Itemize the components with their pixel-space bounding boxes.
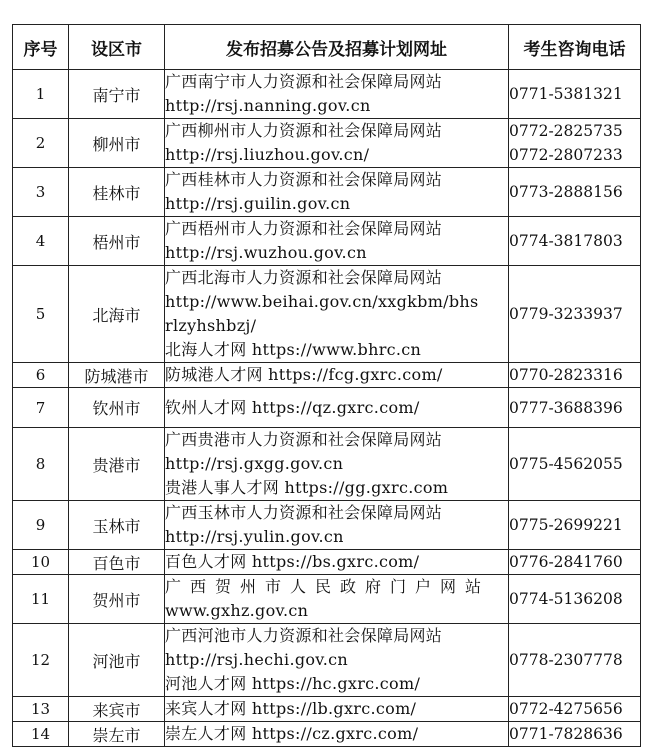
website-cell <box>165 168 509 217</box>
table-row <box>13 119 641 168</box>
header-no: 序号 <box>13 25 69 70</box>
city-name: 梧州市 <box>69 217 165 266</box>
header-row <box>13 25 641 70</box>
table-row <box>13 428 641 501</box>
phone-cell <box>509 168 641 217</box>
table-row <box>13 363 641 388</box>
table-row <box>13 168 641 217</box>
website-name: 广西柳州市人力资源和社会保障局网站 <box>165 121 443 140</box>
website-name[interactable]: 防城港人才网 https://fcg.gxrc.com/ <box>165 365 443 384</box>
website-cell <box>165 70 509 119</box>
city-name: 桂林市 <box>69 168 165 217</box>
website-name[interactable]: 钦州人才网 https://qz.gxrc.com/ <box>165 397 420 417</box>
header-phone: 考生咨询电话 <box>509 25 641 70</box>
city-name: 贺州市 <box>69 575 165 624</box>
row-number: 12 <box>13 624 69 697</box>
website-name: 广西梧州市人力资源和社会保障局网站 <box>165 219 443 238</box>
row-number: 7 <box>13 388 69 428</box>
phone-cell <box>509 119 641 168</box>
phone-number: 0772-2825735 <box>509 122 623 140</box>
header-website: 发布招募公告及招募计划网址 <box>165 25 509 70</box>
website-cell <box>165 363 509 388</box>
city-name: 钦州市 <box>69 388 165 428</box>
phone-number: 0773-2888156 <box>509 183 623 201</box>
website-line[interactable]: http://rsj.nanning.gov.cn <box>165 96 371 115</box>
website-cell <box>165 266 509 363</box>
website-line[interactable]: http://rsj.guilin.gov.cn <box>165 194 351 213</box>
website-name[interactable]: 来宾人才网 https://lb.gxrc.com/ <box>165 699 417 718</box>
phone-number: 0779-3233937 <box>509 305 623 323</box>
city-name: 河池市 <box>69 624 165 697</box>
phone-number: 0771-7828636 <box>509 725 623 743</box>
city-name: 来宾市 <box>69 697 165 722</box>
phone-number: 0771-5381321 <box>509 85 623 103</box>
website-line[interactable]: http://rsj.wuzhou.gov.cn <box>165 243 367 262</box>
table-row <box>13 388 641 428</box>
city-name: 百色市 <box>69 550 165 575</box>
row-number: 3 <box>13 168 69 217</box>
website-cell <box>165 119 509 168</box>
row-number: 14 <box>13 722 69 747</box>
city-name: 崇左市 <box>69 722 165 747</box>
phone-cell <box>509 501 641 550</box>
phone-cell <box>509 388 641 428</box>
phone-number: 0770-2823316 <box>509 366 623 384</box>
website-line[interactable]: www.gxhz.gov.cn <box>165 601 309 620</box>
website-cell <box>165 388 509 428</box>
website-cell <box>165 722 509 747</box>
row-number: 2 <box>13 119 69 168</box>
phone-cell <box>509 266 641 363</box>
table-row <box>13 266 641 363</box>
row-number: 13 <box>13 697 69 722</box>
website-line[interactable]: 北海人才网 https://www.bhrc.cn <box>165 340 422 359</box>
table-row <box>13 624 641 697</box>
table-row <box>13 550 641 575</box>
phone-cell <box>509 550 641 575</box>
row-number: 11 <box>13 575 69 624</box>
website-line[interactable]: http://rsj.yulin.gov.cn <box>165 527 344 546</box>
website-name: 广西北海市人力资源和社会保障局网站 <box>165 268 443 287</box>
row-number: 5 <box>13 266 69 363</box>
phone-cell <box>509 575 641 624</box>
phone-cell <box>509 697 641 722</box>
website-name: 广西贵港市人力资源和社会保障局网站 <box>165 430 443 449</box>
table-row <box>13 722 641 747</box>
city-name: 北海市 <box>69 266 165 363</box>
recruitment-info-table <box>12 24 641 747</box>
website-cell <box>165 428 509 501</box>
website-line: rlzyhshbzj/ <box>165 316 257 335</box>
website-cell <box>165 624 509 697</box>
city-name: 防城港市 <box>69 363 165 388</box>
row-number: 1 <box>13 70 69 119</box>
website-line[interactable]: http://www.beihai.gov.cn/xxgkbm/bhs <box>165 292 479 311</box>
row-number: 8 <box>13 428 69 501</box>
website-line[interactable]: http://rsj.liuzhou.gov.cn/ <box>165 145 370 164</box>
row-number: 9 <box>13 501 69 550</box>
website-line[interactable]: 河池人才网 https://hc.gxrc.com/ <box>165 674 421 693</box>
city-name: 南宁市 <box>69 70 165 119</box>
phone-number: 0776-2841760 <box>509 553 623 571</box>
website-cell <box>165 697 509 722</box>
phone-cell <box>509 722 641 747</box>
phone-cell <box>509 428 641 501</box>
phone-cell <box>509 624 641 697</box>
website-cell <box>165 575 509 624</box>
website-name[interactable]: 百色人才网 https://bs.gxrc.com/ <box>165 552 420 571</box>
website-cell <box>165 217 509 266</box>
website-name: 广西南宁市人力资源和社会保障局网站 <box>165 72 443 91</box>
row-number: 10 <box>13 550 69 575</box>
phone-cell <box>509 70 641 119</box>
website-line[interactable]: http://rsj.gxgg.gov.cn <box>165 454 344 473</box>
website-name: 广西玉林市人力资源和社会保障局网站 <box>165 503 443 522</box>
table-row <box>13 501 641 550</box>
website-name: 广西桂林市人力资源和社会保障局网站 <box>165 170 443 189</box>
website-cell <box>165 501 509 550</box>
table-row <box>13 217 641 266</box>
website-name: 广西河池市人力资源和社会保障局网站 <box>165 626 443 645</box>
row-number: 6 <box>13 363 69 388</box>
phone-number: 0775-4562055 <box>509 455 623 473</box>
phone-number: 0772-2807233 <box>509 146 623 164</box>
city-name: 贵港市 <box>69 428 165 501</box>
phone-cell <box>509 217 641 266</box>
phone-cell <box>509 363 641 388</box>
phone-number: 0778-2307778 <box>509 651 623 669</box>
phone-number: 0772-4275656 <box>509 700 623 718</box>
phone-number: 0774-5136208 <box>509 590 623 608</box>
phone-number: 0775-2699221 <box>509 516 623 534</box>
table-row <box>13 575 641 624</box>
phone-number: 0774-3817803 <box>509 232 623 250</box>
website-name[interactable]: 崇左人才网 https://cz.gxrc.com/ <box>165 724 419 743</box>
website-cell <box>165 550 509 575</box>
header-city: 设区市 <box>69 25 165 70</box>
website-name: 广西贺州市人民政府门户网站 <box>165 577 491 596</box>
phone-number: 0777-3688396 <box>509 398 623 417</box>
website-line[interactable]: 贵港人事人才网 https://gg.gxrc.com <box>165 478 449 497</box>
city-name: 柳州市 <box>69 119 165 168</box>
city-name: 玉林市 <box>69 501 165 550</box>
table-row <box>13 70 641 119</box>
table-row <box>13 697 641 722</box>
row-number: 4 <box>13 217 69 266</box>
website-line[interactable]: http://rsj.hechi.gov.cn <box>165 650 348 669</box>
